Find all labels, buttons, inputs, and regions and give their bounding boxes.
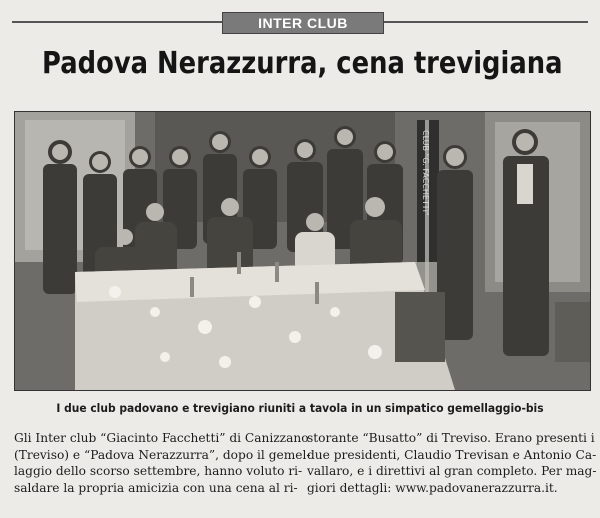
article-line: storante “Busatto” di Treviso. Erano presenti i: [307, 431, 595, 445]
article-line: laggio dello scorso settembre, hanno voluto ri-: [14, 464, 303, 478]
group-photo-illustration: [15, 112, 590, 390]
article-line: due presidenti, Claudio Trevisan e Antonio Ca-: [307, 447, 597, 462]
banner-text: CLUB "G. FACCHETTI": [421, 130, 430, 216]
article-line: vallaro, e i direttivi al gran completo. Per mag-: [307, 464, 597, 478]
article-body: [14, 430, 597, 510]
article-line: giori dettagli: www.padovanerazzurra.it.: [307, 480, 558, 495]
photo-caption: I due club padovano e trevigiano riuniti a tavola in un simpatico gemellaggio-bis: [56, 401, 544, 415]
article-line: Gli Inter club “Giacinto Facchetti” di Canizzano: [14, 431, 309, 445]
group-photo: [14, 111, 591, 391]
article-line: saldare la propria amicizia con una cena al ri-: [14, 480, 298, 495]
article-line: (Treviso) e “Padova Nerazzurra”, dopo il gemel-: [14, 447, 311, 462]
article-headline: Padova Nerazzurra, cena trevigiana: [42, 46, 563, 81]
section-kicker: [222, 12, 384, 34]
article-column-right: [307, 430, 597, 496]
article-column-left: [14, 430, 311, 496]
section-kicker-label: INTER CLUB: [258, 15, 348, 31]
